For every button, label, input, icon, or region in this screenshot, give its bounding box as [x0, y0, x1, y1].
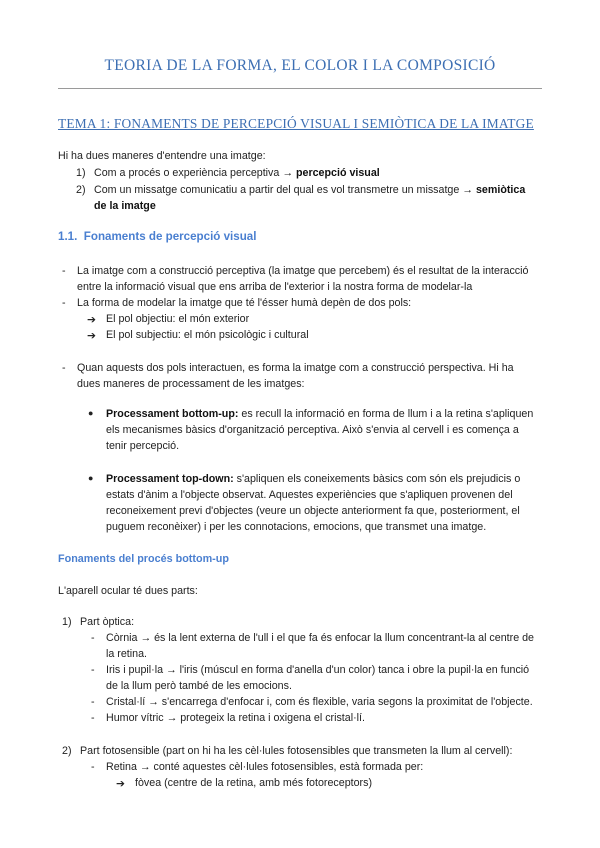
intro-item: Com un missatge comunicatiu a partir del qual es vol transmetre un missatge → semiòtica [94, 184, 526, 196]
optical-item-line: Humor vítric → protegeix la retina i oxigena el cristal·lí. [106, 712, 365, 724]
optical-item-line: de la llum però també de les emocions. [106, 680, 292, 692]
optical-item-line: Còrnia → és la lent externa de l'ull i el que fa és enfocar la llum concentrant-la al centre de [106, 632, 534, 644]
eye-intro-text: L'aparell ocular té dues parts: [58, 585, 198, 597]
bullet-dash: - [62, 265, 66, 277]
bullet-dash: - [91, 632, 95, 644]
arrow-bullet-icon: ➔ [87, 330, 96, 342]
optical-item-line: la retina. [106, 648, 147, 660]
paragraph-line: La forma de modelar la imatge que té l'ésser humà depèn de dos pols: [77, 297, 412, 309]
paragraph-line: Quan aquests dos pols interactuen, es forma la imatge com a construcció perspectiva. Hi ha [77, 362, 514, 374]
retina-item: Retina → conté aquestes cèl·lules fotosensibles, està formada per: [106, 761, 424, 773]
section-heading-1-1: 1.1. Fonaments de percepció visual [58, 230, 257, 243]
paragraph-line: La imatge com a construcció perceptiva (la imatge que percebem) és el resultat de la interacció [77, 265, 529, 277]
processing-line: tenir percepció. [106, 440, 180, 452]
arrow-bullet-icon: ➔ [87, 314, 96, 326]
processing-line: Processament bottom-up: es recull la informació en forma de llum i a la retina s'apliquen [106, 408, 534, 420]
bullet-dash: - [91, 664, 95, 676]
title-divider [58, 88, 542, 89]
intro-item: Com a procés o experiència perceptiva → percepció visual [94, 167, 380, 179]
paragraph-line: dues maneres de processament de les imatges: [77, 378, 305, 390]
paragraph-line: entre la informació visual que ens arriba de l'exterior i la nostra forma de modelar-la [77, 281, 473, 293]
intro-text: Hi ha dues maneres d'entendre una imatge: [58, 150, 266, 162]
optical-item-line: Iris i pupil·la → l'iris (múscul en forma d'anella d'un color) tanca i obre la pupil·la en funció [106, 664, 530, 676]
part-number: 1) [62, 616, 72, 628]
processing-line: reconeixement previ d'objectes (veure un objecte anteriorment fa que, posteriorment, el [106, 505, 520, 517]
intro-item-continued: de la imatge [94, 200, 156, 212]
tema-heading: TEMA 1: FONAMENTS DE PERCEPCIÓ VISUAL I SEMIÒTICA DE LA IMATGE [58, 116, 534, 131]
intro-item-number: 1) [76, 167, 86, 179]
part-title: Part fotosensible (part on hi ha les cèl·lules fotosensibles que transmeten la llum al cervell): [80, 745, 513, 757]
bullet-dash: - [91, 712, 95, 724]
bullet-dash: - [91, 761, 95, 773]
bullet-dash: - [62, 297, 66, 309]
document-title: TEORIA DE LA FORMA, EL COLOR I LA COMPOSICIÓ [104, 57, 496, 74]
processing-line: Processament top-down: s'apliquen els coneixements bàsics com són els prejudicis o [106, 473, 521, 485]
fovea-item: fòvea (centre de la retina, amb més fotoreceptors) [135, 777, 373, 789]
pole-item: El pol subjectiu: el món psicològic i cultural [106, 329, 309, 341]
dot-bullet-icon: ● [88, 408, 94, 418]
subsection-heading: Fonaments del procés bottom-up [58, 553, 229, 565]
bullet-dash: - [62, 362, 66, 374]
optical-item-line: Cristal·lí → s'encarrega d'enfocar i, com és flexible, varia segons la proximitat de l'objecte. [106, 696, 533, 708]
processing-line: estats d'ànim a l'objecte observat. Aquestes experiències que s'apliquen provenen del [106, 489, 513, 501]
dot-bullet-icon: ● [88, 473, 94, 483]
intro-item-number: 2) [76, 184, 86, 196]
part-number: 2) [62, 745, 72, 757]
processing-line: els mecanismes bàsics d'organització perceptiva. Això s'envia al cervell i es comença a [106, 424, 519, 436]
arrow-bullet-icon: ➔ [116, 778, 125, 790]
part-title: Part òptica: [80, 616, 135, 628]
processing-line: puguem reconèixer) i per les connotacions, emocions, que transmet una imatge. [106, 521, 487, 533]
bullet-dash: - [91, 696, 95, 708]
pole-item: El pol objectiu: el món exterior [106, 313, 250, 325]
